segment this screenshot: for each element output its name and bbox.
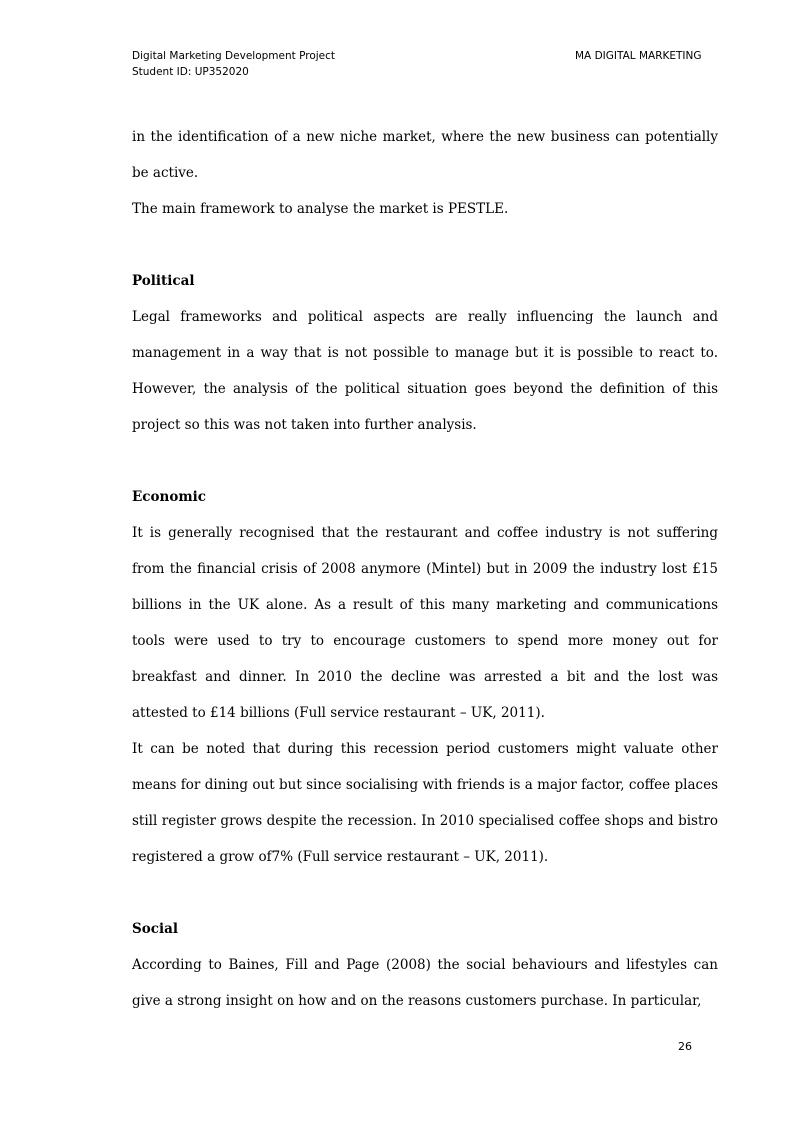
course-title: MA DIGITAL MARKETING: [575, 50, 702, 62]
social-paragraph: According to Baines, Fill and Page (2008) the social behaviours and lifestyles can give a strong insight on how and on the reasons customers purchase. In particular,: [132, 957, 718, 1009]
social-heading: Social: [132, 921, 178, 937]
economic-paragraph-2: It can be noted that during this recession period customers might valuate other means for dining out but since socialising with friends is a major factor, coffee places still register grows despite the recession. In 2010 specialised coffee shops and bistro registered a grow of7% (Full service restaurant – UK, 2011).: [132, 741, 718, 865]
political-heading: Political: [132, 273, 195, 289]
student-id: Student ID: UP352020: [132, 66, 249, 78]
economic-heading: Economic: [132, 489, 206, 505]
project-title: Digital Marketing Development Project: [132, 50, 336, 62]
page-header-left: [132, 48, 335, 80]
intro-paragraph: in the identification of a new niche market, where the new business can potentially be active.: [132, 129, 718, 181]
document-body: [132, 119, 718, 1019]
page-number: 26: [678, 1040, 692, 1053]
framework-paragraph: The main framework to analyse the market is PESTLE.: [132, 201, 509, 217]
economic-paragraph: It is generally recognised that the restaurant and coffee industry is not suffering from the financial crisis of 2008 anymore (Mintel) but in 2009 the industry lost £15 billions in the UK alone. As a result of this many marketing and communications tools were used to try to encourage customers to spend more money out for breakfast and dinner. In 2010 the decline was arrested a bit and the lost was attested to £14 billions (Full service restaurant – UK, 2011).: [132, 525, 718, 721]
political-paragraph: Legal frameworks and political aspects are really influencing the launch and management in a way that is not possible to manage but it is possible to react to. However, the analysis of the political situation goes beyond the definition of this project so this was not taken into further analysis.: [132, 309, 718, 433]
